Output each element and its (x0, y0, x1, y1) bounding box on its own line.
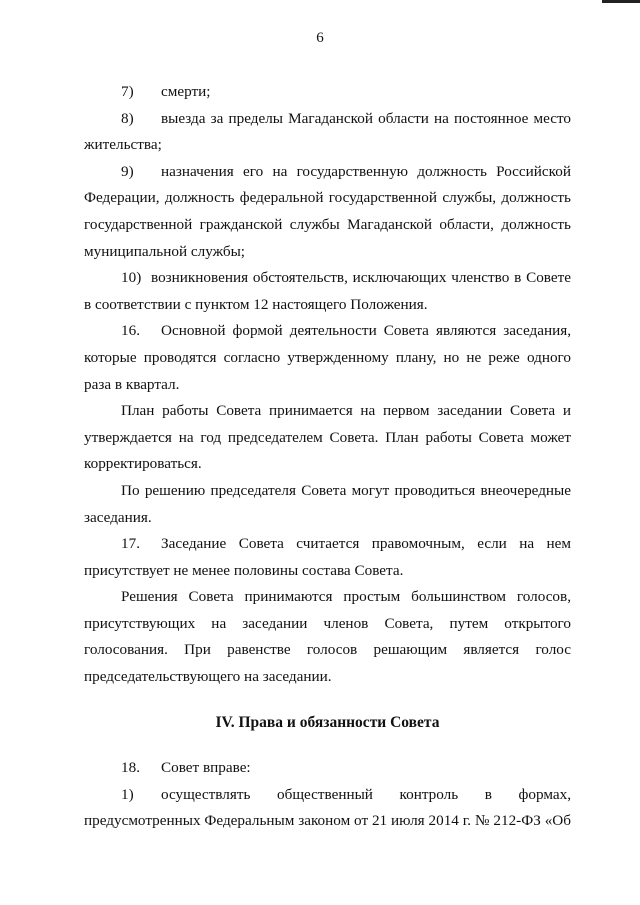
section-heading: IV. Права и обязанности Совета (215, 713, 440, 731)
clause-text: Совет вправе: (161, 759, 251, 777)
item-number: 8) (121, 109, 134, 127)
list-item-7 (84, 79, 571, 106)
clause-number: 17. (121, 535, 140, 553)
list-item-1 (84, 782, 571, 835)
item-text: назначения его на государственную должность Российской Федерации, должность федеральной государственной службы, должность государственной гражданской службы Магаданской области, должность муниципальной службы; (84, 162, 571, 260)
clause-number: 16. (121, 322, 140, 340)
item-number: 10) (121, 269, 142, 287)
document-body (84, 79, 571, 835)
clause-text: Заседание Совета считается правомочным, если на нем присутствует не менее половины состава Совета. (84, 535, 571, 579)
page-number: 6 (316, 30, 324, 46)
paragraph-extraordinary: По решению председателя Совета могут проводиться внеочередные заседания. (84, 481, 571, 526)
item-number: 7) (121, 83, 134, 100)
list-item-10 (84, 265, 571, 318)
item-text: возникновения обстоятельств, исключающих членство в Совете в соответствии с пунктом 12 настоящего Положения. (84, 269, 571, 313)
list-item-9 (84, 159, 571, 265)
paragraph-plan: План работы Совета принимается на первом заседании Совета и утверждается на год председателем Совета. План работы Совета может корректироваться. (84, 402, 571, 473)
item-text: осуществлять общественный контроль в формах, предусмотренных Федеральным законом от 21 июля 2014 г. № 212-ФЗ «Об (84, 785, 571, 830)
clause-16 (84, 318, 571, 398)
paragraph-decisions: Решения Совета принимаются простым большинством голосов, присутствующих на заседании членов Совета, путем открытого голосования. При равенстве голосов решающим является голос председательствующего на заседании. (84, 588, 571, 686)
item-text: выезда за пределы Магаданской области на постоянное место жительства; (84, 109, 571, 154)
item-number: 9) (121, 162, 134, 180)
clause-18 (84, 755, 571, 782)
clause-17 (84, 531, 571, 584)
clause-text: Основной формой деятельности Совета являются заседания, которые проводятся согласно утвержденному плану, но не реже одного раза в квартал. (84, 322, 571, 393)
clause-number: 18. (121, 759, 140, 777)
item-number: 1) (121, 785, 134, 803)
list-item-8 (84, 106, 571, 159)
scan-corner-mark (602, 0, 640, 3)
item-text: смерти; (161, 83, 211, 100)
